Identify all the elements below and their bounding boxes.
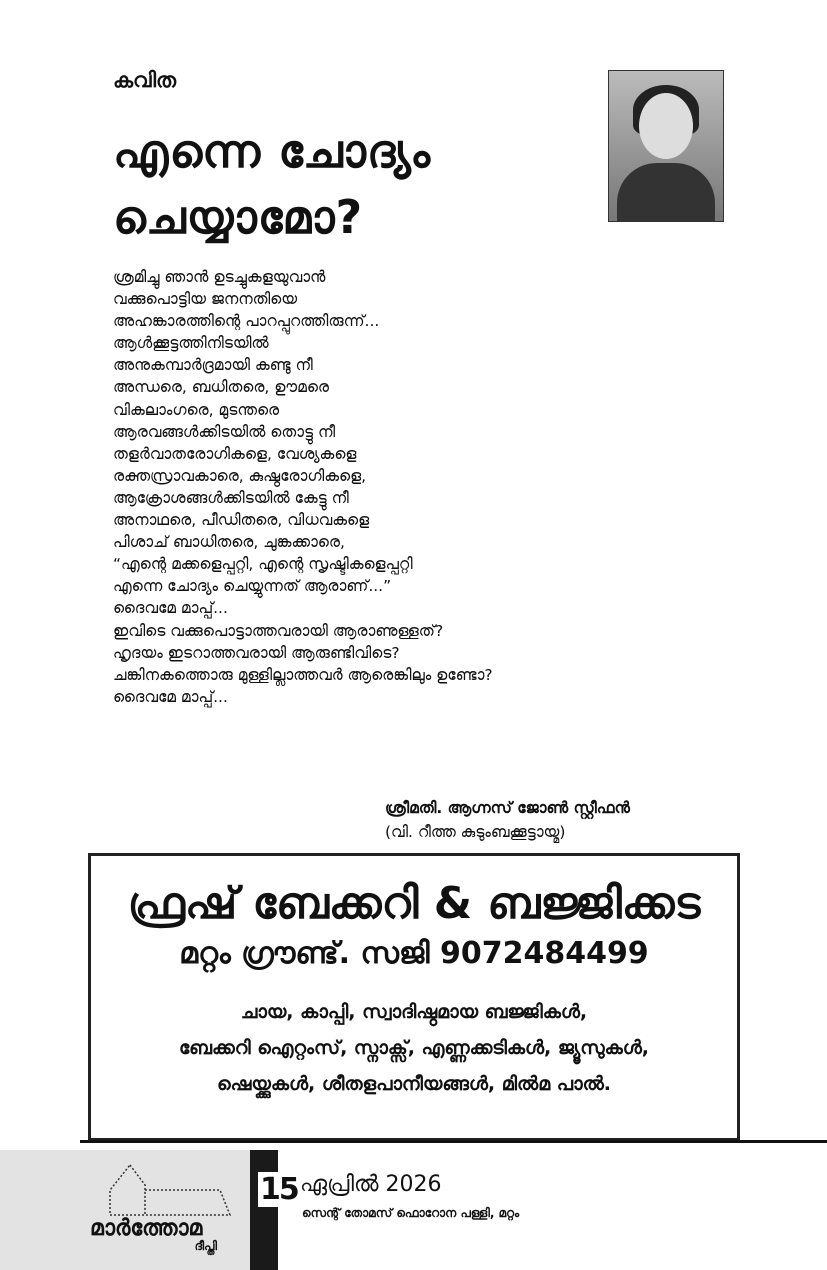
poem-title — [113, 118, 431, 250]
footer-black-band — [250, 1150, 278, 1270]
poem-line: എന്നെ ചോദ്യം ചെയ്യുന്നത് ആരാണ്...” — [113, 577, 392, 596]
author-affiliation: (വി. റീത്ത കുടുംബക്കൂട്ടായ്മ) — [385, 823, 566, 841]
publisher-place: സെന്റ് തോമസ് ഫൊറോന പള്ളി, മറ്റം — [302, 1206, 520, 1220]
ad-headline: ഫ്രഷ് ബേക്കറി & ബജ്ജിക്കട — [127, 878, 701, 929]
ad-item: ചായ, കാപ്പി, സ്വാദിഷ്ഠമായ ബജ്ജികൾ, — [240, 1001, 588, 1023]
poem-line: അനാഥരെ, പീഡിതരെ, വിധവകളെ — [113, 511, 370, 530]
poem-line: ദൈവമേ മാപ്പ്... — [113, 599, 228, 618]
poem-line: ഇവിടെ വക്കുപൊട്ടാത്തവരായി ആരാണുള്ളത്? — [113, 621, 444, 640]
page-number: 15 — [260, 1172, 298, 1207]
poem-line: പിശാച് ബാധിതരെ, ചുങ്കക്കാരെ, — [113, 533, 345, 552]
author-name: ശ്രീമതി. ആഗ്നസ് ജോൺ സ്റ്റീഫൻ — [385, 799, 630, 817]
ad-items — [91, 994, 737, 1102]
poem-line: ആരവങ്ങൾക്കിടയിൽ തൊട്ടു നീ — [113, 422, 336, 441]
poem-line: ദൈവമേ മാപ്പ്... — [113, 687, 228, 706]
ad-subline: മറ്റം ഗ്രൗണ്ട്. സജി 9072484499 — [179, 936, 649, 971]
poem-line: ചങ്കിനകത്തൊരു മുള്ളില്ലാത്തവർ ആരെങ്കിലും ഉണ്ടോ? — [113, 665, 493, 684]
poem-line: രക്തസ്രാവകാരെ, കുഷ്ഠരോഗികളെ, — [113, 466, 367, 485]
poem-line: ഹൃദയം ഇടറാത്തവരായി ആരുണ്ടിവിടെ? — [113, 643, 400, 662]
poem-body — [113, 266, 493, 708]
poem-line: അന്ധരെ, ബധിതരെ, ഊമരെ — [113, 378, 330, 397]
poem-line: തളർവാതരോഗികളെ, വേശ്യകളെ — [113, 444, 357, 463]
ad-item: ഷെയ്ക്കുകൾ, ശീതളപാനീയങ്ങൾ, മിൽമ പാൽ. — [216, 1073, 612, 1095]
poem-line: അഹങ്കാരത്തിന്റെ പാറപ്പുറത്തിരുന്ന്... — [113, 312, 380, 331]
poem-line: ആക്രോശങ്ങൾക്കിടയിൽ കേട്ടു നീ — [113, 488, 349, 507]
poem-line: ശ്രമിച്ചു ഞാൻ ഉടച്ചുകളയുവാൻ — [113, 268, 326, 286]
magazine-logo — [90, 1160, 235, 1253]
title-line: എന്നെ ചോദ്യം — [113, 124, 432, 178]
section-label: കവിത — [113, 68, 177, 92]
ad-item: ബേക്കറി ഐറ്റംസ്, സ്നാക്സ്, എണ്ണക്കടികൾ, ജ്യൂസുകൾ, — [178, 1037, 650, 1059]
logo-text: മാർത്തോമ — [90, 1216, 203, 1241]
poem-line: വക്കുപൊട്ടിയ ജനനതിയെ — [113, 290, 298, 309]
footer-divider — [80, 1140, 827, 1143]
author-signature — [385, 796, 630, 844]
author-photo — [608, 70, 724, 222]
issue-date: ഏപ്രിൽ 2026 — [300, 1172, 442, 1197]
poem-line: അനുകമ്പാർദ്രമായി കണ്ടു നീ — [113, 356, 313, 375]
poem-line: ആൾക്കൂട്ടത്തിനിടയിൽ — [113, 334, 269, 353]
church-illustration-icon — [90, 1160, 235, 1220]
title-line: ചെയ്യാമോ? — [113, 190, 364, 244]
footer-logo-panel — [0, 1150, 250, 1270]
page-footer — [0, 1150, 827, 1270]
poem-line: വികലാംഗരെ, മുടന്തരെ — [113, 400, 280, 419]
logo-subtext: ദീപ്തി — [194, 1239, 217, 1253]
poem-line: “എന്റെ മക്കളെപ്പറ്റി, എന്റെ സൃഷ്ടികളെപ്പറ്റി — [113, 555, 413, 574]
advertisement — [88, 853, 740, 1141]
